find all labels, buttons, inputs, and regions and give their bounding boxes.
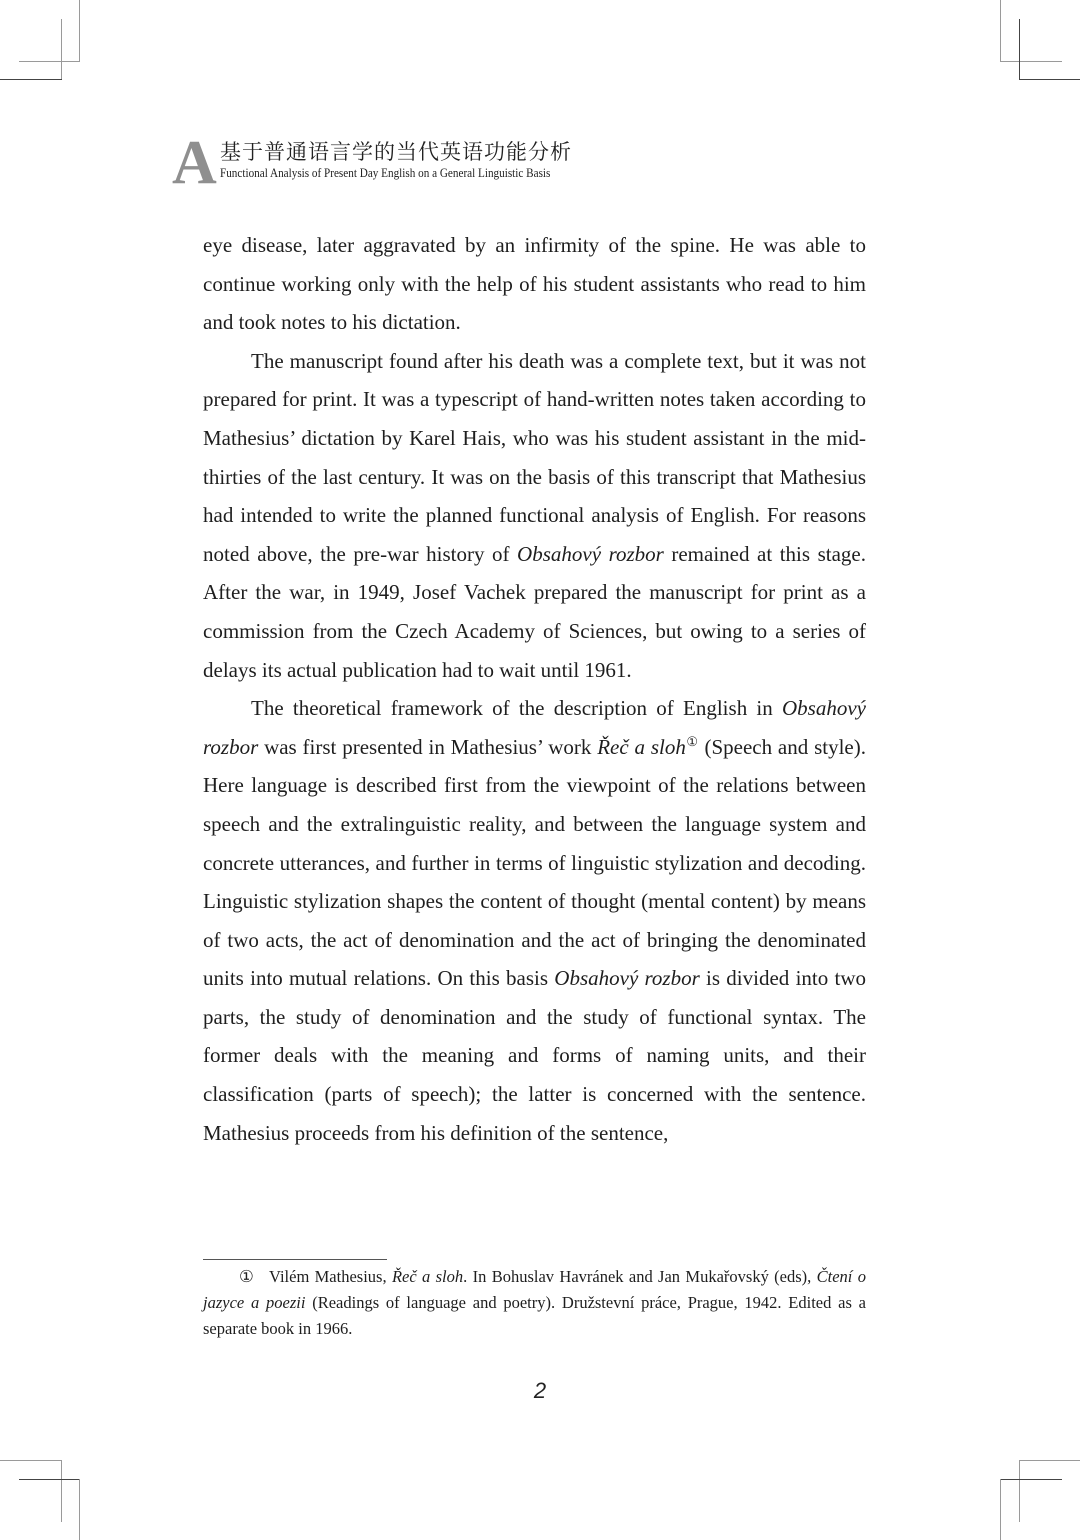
header-logo-letter: A [172, 129, 217, 197]
crop-mark-tl-h [19, 61, 80, 62]
text-run: was first presented in Mathesius’ work [258, 734, 598, 759]
text-run: (Readings of language and poetry). Družstevní práce, Prague, 1942. Edited as a separate book in 1966. [203, 1293, 867, 1338]
text-run: Vilém Mathesius, [269, 1267, 392, 1286]
crop-mark-tr-h2 [1019, 79, 1080, 80]
paragraph-3 [203, 689, 866, 1152]
book-title: Řeč a sloh [597, 734, 686, 759]
footnote [203, 1264, 866, 1342]
crop-mark-tl-v2 [61, 19, 62, 80]
crop-mark-tl-h2 [0, 79, 62, 80]
book-title: Čtení o jazyce a poezii [203, 1267, 866, 1312]
book-title: Obsahový rozbor [203, 696, 866, 759]
book-title: Obsahový rozbor [517, 541, 664, 566]
text-run: (Speech and style). Here language is described first from the viewpoint of the relations between speech and the extralinguistic reality, and between the language system and concrete utterances, and further in terms of linguistic stylization and decoding. Linguistic stylization shapes the content of thought (mental content) by means of two acts, the act of denomination and the act of bringing the denominated units into mutual relations. On this basis [203, 734, 866, 991]
paragraph-2 [203, 342, 866, 689]
crop-mark-br-h [1019, 1460, 1080, 1461]
body-text [203, 226, 866, 1152]
book-title: Řeč a sloh [391, 1267, 464, 1286]
crop-mark-bl-h [0, 1460, 62, 1461]
crop-mark-bl-v [61, 1460, 62, 1522]
crop-mark-br-h2 [1000, 1479, 1062, 1480]
crop-mark-tr-v2 [1019, 19, 1020, 80]
crop-mark-bl-v2 [79, 1479, 80, 1540]
crop-mark-br-v [1019, 1460, 1020, 1522]
footnote-reference[interactable]: ① [685, 733, 699, 749]
crop-mark-tl-v [79, 0, 80, 62]
crop-mark-tr-h [1000, 61, 1062, 62]
text-run: . In Bohuslav Havránek and Jan Mukařovský (eds), [463, 1267, 817, 1286]
text-run: remained at this stage. After the war, in 1949, Josef Vachek prepared the manuscript for print as a commission from the Czech Academy of Sciences, but owing to a series of delays its actual publication had to wait until 1961. [203, 541, 866, 682]
crop-mark-bl-h2 [19, 1479, 80, 1480]
text-run: is divided into two parts, the study of denomination and the study of functional syntax. The former deals with the meaning and forms of naming units, and their classification (parts of speech); the latter is concerned with the sentence. Mathesius proceeds from his definition of the sentence, [203, 966, 866, 1145]
page-number: 2 [533, 1378, 547, 1403]
footnote-divider [203, 1259, 387, 1260]
footnote-marker: ① [239, 1267, 256, 1286]
header-title-english: Functional Analysis of Present Day English on a General Linguistic Basis [220, 165, 551, 180]
crop-mark-br-v2 [1000, 1479, 1001, 1540]
text-run: The manuscript found after his death was a complete text, but it was not prepared for print. It was a typescript of hand-written notes taken according to Mathesius’ dictation by Karel Hais, who was his student assistant in the mid-thirties of the last century. It was on the basis of this transcript that Mathesius had intended to write the planned functional analysis of English. For reasons noted above, the pre-war history of [203, 348, 866, 566]
paragraph-1: eye disease, later aggravated by an infirmity of the spine. He was able to continue working only with the help of his student assistants who read to him and took notes to his dictation. [203, 233, 866, 335]
text-run: The theoretical framework of the description of English in [251, 696, 783, 721]
book-title: Obsahový rozbor [554, 966, 700, 991]
crop-mark-tr-v [1000, 0, 1001, 62]
header-title-chinese: 基于普通语言学的当代英语功能分析 [220, 140, 572, 164]
